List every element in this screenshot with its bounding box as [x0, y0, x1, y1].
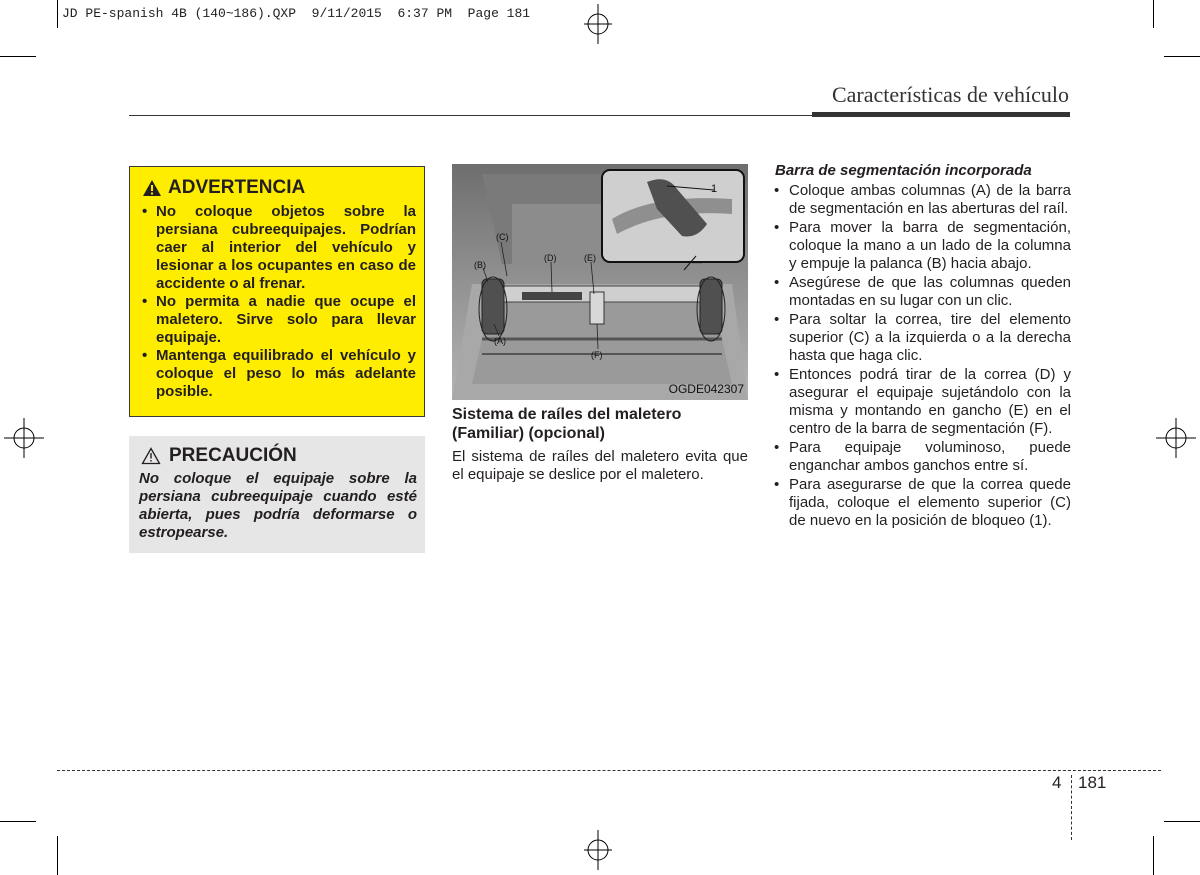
- callout-d: (D): [544, 253, 557, 263]
- callout-1: 1: [711, 183, 718, 195]
- warning-item: • Mantenga equilibrado el vehículo y coloque el peso lo más adelante posible.: [140, 347, 416, 401]
- footer-rule: [57, 770, 1161, 771]
- caution-text: No coloque el equipaje sobre la persiana cubreequipaje cuando esté abierta, pues podría deformarse o estropearse.: [139, 470, 417, 541]
- chapter-number: 4: [1052, 773, 1062, 792]
- callout-e: (E): [584, 253, 596, 263]
- warning-list: [140, 203, 416, 401]
- callout-f: (F): [591, 350, 603, 360]
- warning-title: ADVERTENCIA: [168, 177, 306, 198]
- section-body: El sistema de raíles del maletero evita que el equipaje se deslice por el maletero.: [452, 448, 748, 483]
- caution-heading: [141, 445, 297, 467]
- caution-triangle-icon: [141, 447, 161, 465]
- instruction-item: • Para mover la barra de segmentación, coloque la mano a un lado de la columna y empuje la palanca (B) hacia abajo.: [773, 219, 1071, 273]
- instruction-item: • Entonces podrá tirar de la correa (D) y asegurar el equipaje sujetándolo con la misma y montando en gancho (E) en el centro de la barra de segmentación (F).: [773, 366, 1071, 438]
- warning-triangle-icon: [142, 179, 162, 197]
- print-slug: JD PE-spanish 4B (140~186).QXP 9/11/2015 6:37 PM Page 181: [62, 6, 531, 21]
- trunk-rail-illustration: [452, 164, 748, 400]
- warning-item: • No permita a nadie que ocupe el maletero. Sirve solo para llevar equipaje.: [140, 293, 416, 347]
- footer-divider: [1071, 775, 1072, 840]
- instruction-item: • Asegúrese de que las columnas queden montadas en su lugar con un clic.: [773, 274, 1071, 310]
- callout-a: (A): [494, 336, 506, 346]
- warning-box: [129, 166, 425, 417]
- warning-heading: [142, 177, 305, 199]
- instruction-item: • Coloque ambas columnas (A) de la barra de segmentación en las aberturas del raíl.: [773, 182, 1071, 218]
- callout-b: (B): [474, 260, 486, 270]
- page-number: 181: [1078, 773, 1107, 792]
- caution-title: PRECAUCIÓN: [169, 445, 297, 466]
- caution-box: [129, 436, 425, 553]
- header-rule: [129, 115, 812, 116]
- figure-code: OGDE042307: [668, 382, 744, 396]
- section-title: Características de vehículo: [831, 82, 1069, 107]
- header-rule-accent: [812, 112, 1070, 117]
- warning-item: • No coloque objetos sobre la persiana cubreequipajes. Podrían caer al interior del vehículo y lesionar a los ocupantes en caso de accidente o al frenar.: [140, 203, 416, 293]
- callout-c: (C): [496, 232, 509, 242]
- subsection-heading: Barra de segmentación incorporada: [775, 162, 1032, 179]
- section-heading: Sistema de raíles del maletero (Familiar) (opcional): [452, 406, 682, 442]
- instruction-item: • Para equipaje voluminoso, puede enganchar ambos ganchos entre sí.: [773, 439, 1071, 475]
- instruction-item: • Para asegurarse de que la correa quede fijada, coloque el elemento superior (C) de nuevo en la posición de bloqueo (1).: [773, 476, 1071, 530]
- trunk-rail-image: [452, 164, 748, 400]
- instruction-item: • Para soltar la correa, tire del elemento superior (C) a la izquierda o a la derecha hasta que haga clic.: [773, 311, 1071, 365]
- instruction-list: [773, 182, 1071, 531]
